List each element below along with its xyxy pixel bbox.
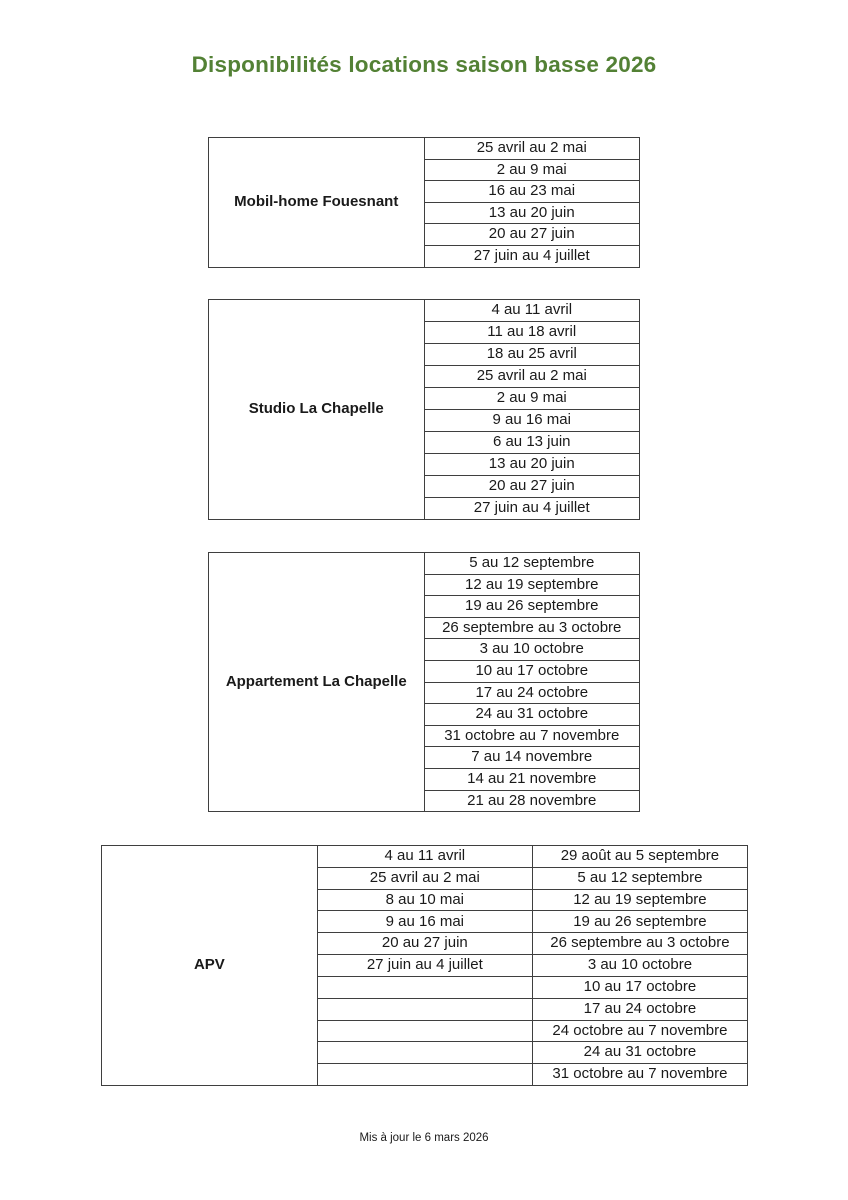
availability-cell: 27 juin au 4 juillet — [424, 498, 640, 520]
appartement-la-chapelle-label: Appartement La Chapelle — [209, 553, 425, 812]
availability-cell: 26 septembre au 3 octobre — [424, 617, 640, 639]
availability-cell: 27 juin au 4 juillet — [424, 245, 640, 267]
availability-cell: 31 octobre au 7 novembre — [532, 1064, 747, 1086]
availability-cell: 24 au 31 octobre — [424, 704, 640, 726]
availability-cell: 3 au 10 octobre — [424, 639, 640, 661]
availability-cell: 5 au 12 septembre — [532, 867, 747, 889]
availability-table-mobil-home-fouesnant — [208, 137, 640, 268]
availability-cell: 10 au 17 octobre — [532, 976, 747, 998]
availability-cell: 2 au 9 mai — [424, 159, 640, 181]
availability-cell: 6 au 13 juin — [424, 432, 640, 454]
update-date-note: Mis à jour le 6 mars 2026 — [359, 1132, 489, 1144]
availability-cell: 31 octobre au 7 novembre — [424, 725, 640, 747]
table-row — [209, 138, 640, 160]
table-row — [209, 300, 640, 322]
availability-cell: 12 au 19 septembre — [532, 889, 747, 911]
availability-cell: 19 au 26 septembre — [532, 911, 747, 933]
availability-cell: 17 au 24 octobre — [532, 998, 747, 1020]
availability-cell: 21 au 28 novembre — [424, 790, 640, 812]
availability-cell: 9 au 16 mai — [317, 911, 532, 933]
availability-cell: 5 au 12 septembre — [424, 553, 640, 575]
availability-cell: 8 au 10 mai — [317, 889, 532, 911]
availability-cell: 18 au 25 avril — [424, 344, 640, 366]
availability-cell — [317, 1042, 532, 1064]
availability-cell: 19 au 26 septembre — [424, 596, 640, 618]
availability-cell — [317, 998, 532, 1020]
apv-label: APV — [102, 846, 318, 1086]
availability-cell: 2 au 9 mai — [424, 388, 640, 410]
availability-cell: 4 au 11 avril — [317, 846, 532, 868]
availability-table-appartement-la-chapelle — [208, 552, 640, 812]
availability-cell — [317, 1020, 532, 1042]
availability-cell: 20 au 27 juin — [317, 933, 532, 955]
availability-cell — [317, 1064, 532, 1086]
availability-table-apv — [101, 845, 748, 1086]
availability-cell: 17 au 24 octobre — [424, 682, 640, 704]
availability-cell: 7 au 14 novembre — [424, 747, 640, 769]
availability-cell: 9 au 16 mai — [424, 410, 640, 432]
availability-cell: 25 avril au 2 mai — [424, 366, 640, 388]
table-row — [209, 553, 640, 575]
availability-cell: 13 au 20 juin — [424, 202, 640, 224]
availability-cell: 29 août au 5 septembre — [532, 846, 747, 868]
availability-cell: 10 au 17 octobre — [424, 660, 640, 682]
availability-table-studio-la-chapelle — [208, 299, 640, 520]
studio-la-chapelle-label: Studio La Chapelle — [209, 300, 425, 520]
availability-cell: 13 au 20 juin — [424, 454, 640, 476]
availability-cell: 11 au 18 avril — [424, 322, 640, 344]
availability-cell: 20 au 27 juin — [424, 476, 640, 498]
availability-cell: 12 au 19 septembre — [424, 574, 640, 596]
availability-cell: 4 au 11 avril — [424, 300, 640, 322]
availability-cell: 26 septembre au 3 octobre — [532, 933, 747, 955]
availability-cell: 16 au 23 mai — [424, 181, 640, 203]
availability-cell: 24 octobre au 7 novembre — [532, 1020, 747, 1042]
availability-cell: 25 avril au 2 mai — [317, 867, 532, 889]
availability-cell: 3 au 10 octobre — [532, 955, 747, 977]
table-row — [102, 846, 748, 868]
availability-cell: 24 au 31 octobre — [532, 1042, 747, 1064]
availability-cell — [317, 976, 532, 998]
availability-cell: 14 au 21 novembre — [424, 768, 640, 790]
mobil-home-fouesnant-label: Mobil-home Fouesnant — [209, 138, 425, 268]
availability-cell: 25 avril au 2 mai — [424, 138, 640, 160]
page-title: Disponibilités locations saison basse 2026 — [191, 52, 657, 77]
availability-cell: 27 juin au 4 juillet — [317, 955, 532, 977]
availability-cell: 20 au 27 juin — [424, 224, 640, 246]
